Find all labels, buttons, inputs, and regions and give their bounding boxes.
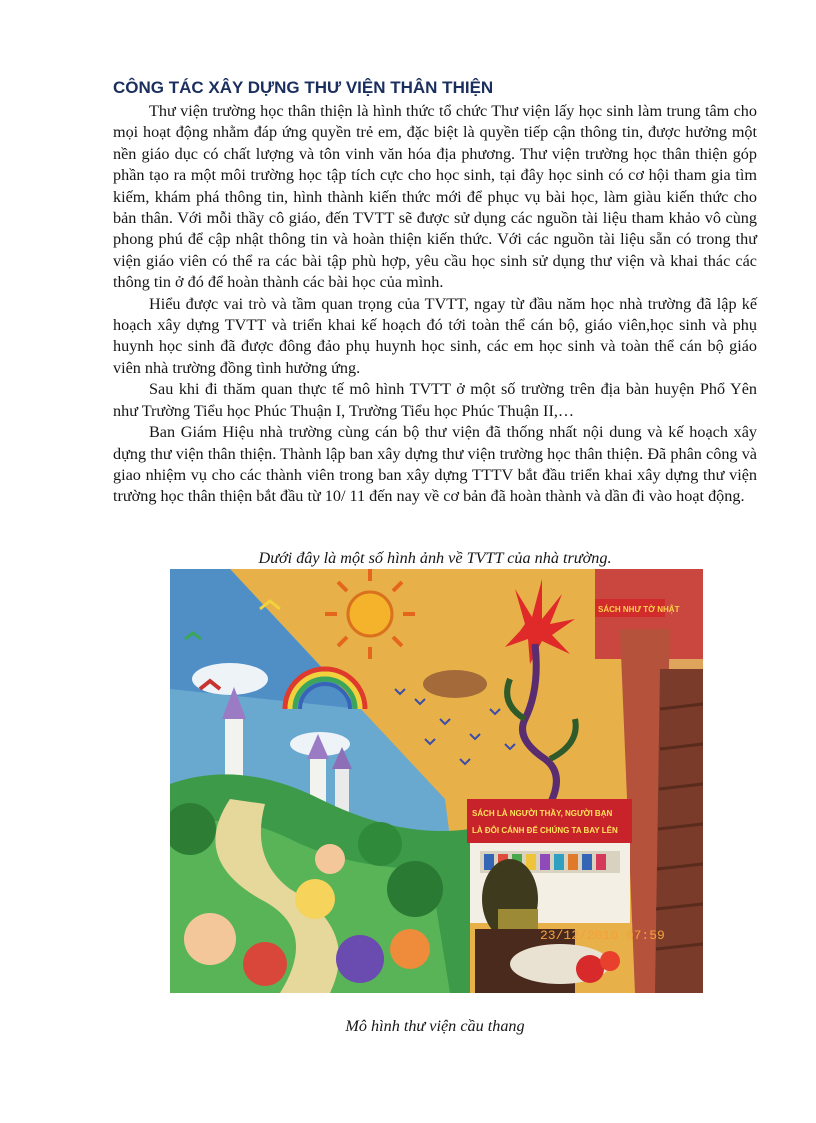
mural-character bbox=[243, 942, 287, 986]
banner-line-2: LÀ ĐÔI CÁNH ĐỂ CHÚNG TA BAY LÊN bbox=[472, 826, 618, 835]
document-body bbox=[113, 101, 757, 508]
paragraph-plan: Ban Giám Hiệu nhà trường cùng cán bộ thư viện đã thống nhất nội dung và kế hoạch xây dựng thư viện thân thiện. Thành lập ban xây dựng thư viện trường học thân thiện. Đã phân công và giao nhiệm vụ cho các thành viên trong ban xây dựng TTTV bắt đầu triển khai xây dựng thư viện trường học thân thiện bắt đầu từ 10/ 11 đến nay về cơ bản đã hoàn thành và dần đi vào hoạt động. bbox=[113, 423, 757, 506]
ceiling-cloud bbox=[423, 670, 487, 698]
wall-sign-text: SÁCH NHƯ TỜ NHẬT bbox=[598, 605, 680, 614]
photo-caption: Mô hình thư viện cầu thang bbox=[345, 1017, 525, 1035]
photo-illustration bbox=[170, 569, 703, 993]
library-staircase-photo bbox=[170, 569, 703, 993]
mural-tree bbox=[387, 861, 443, 917]
mural-character bbox=[390, 929, 430, 969]
paragraph-visit: Sau khi đi thăm quan thực tế mô hình TVTT ở một số trường trên địa bàn huyện Phổ Yên như Trường Tiểu học Phúc Thuận I, Trường Tiểu học Phúc Thuận II,… bbox=[113, 380, 757, 420]
library-banner bbox=[467, 799, 632, 843]
document-title: CÔNG TÁC XÂY DỰNG THƯ VIỆN THÂN THIỆN bbox=[113, 78, 494, 97]
ceiling-sun bbox=[348, 592, 392, 636]
mural-tree bbox=[358, 822, 402, 866]
flower-pot bbox=[576, 955, 604, 983]
photo-intro-caption: Dưới đây là một số hình ảnh về TVTT của nhà trường. bbox=[258, 549, 612, 567]
mural-character bbox=[295, 879, 335, 919]
flower-pot bbox=[600, 951, 620, 971]
mural-character bbox=[184, 913, 236, 965]
paragraph-role: Hiểu được vai trò và tầm quan trọng của TVTT, ngay từ đầu năm học nhà trường đã lập kế hoạch xây dựng TVTT và triển khai kế hoạch đó tới toàn thể cán bộ, giáo viên,học sinh và phụ huynh học sinh đã được đông đảo phụ huynh học sinh, các em học sinh và toàn thể cán bộ giáo viên nhà trường đồng tình hưởng ứng. bbox=[113, 294, 757, 377]
mural-cloud bbox=[192, 663, 268, 695]
photo-timestamp: 23/12/2010 07:59 bbox=[540, 928, 665, 943]
banner-line-1: SÁCH LÀ NGƯỜI THẦY, NGƯỜI BẠN bbox=[472, 809, 613, 818]
mural-character bbox=[315, 844, 345, 874]
paragraph-intro: Thư viện trường học thân thiện là hình thức tổ chức Thư viện lấy học sinh làm trung tâm cho mọi hoạt động nhằm đáp ứng quyền trẻ em, đặc biệt là quyền tiếp cận thông tin, được hưởng một nền giáo dục có chất lượng và tôn vinh văn hóa địa phương. Thư viện trường học thân thiện góp phần tạo ra một môi trường học tập tích cực cho học sinh, tại đây học sinh có cơ hội tham gia tìm kiếm, khám phá thông tin, hình thành kiến thức mới để phục vụ bài học, làm giàu kiến thức cho bản thân. Với mỗi thầy cô giáo, đến TVTT sẽ được sử dụng các nguồn tài liệu tham khảo vô cùng phong phú để cập nhật thông tin và hoàn thiện kiến thức. Với các nguồn tài liệu sẵn có trong thư viện giáo viên có thể ra các bài tập phù hợp, yêu cầu học sinh sử dụng thư viện và khai thác các thông tin ở đó để hoàn thành các bài học của mình. bbox=[113, 102, 757, 292]
mural-character bbox=[336, 935, 384, 983]
